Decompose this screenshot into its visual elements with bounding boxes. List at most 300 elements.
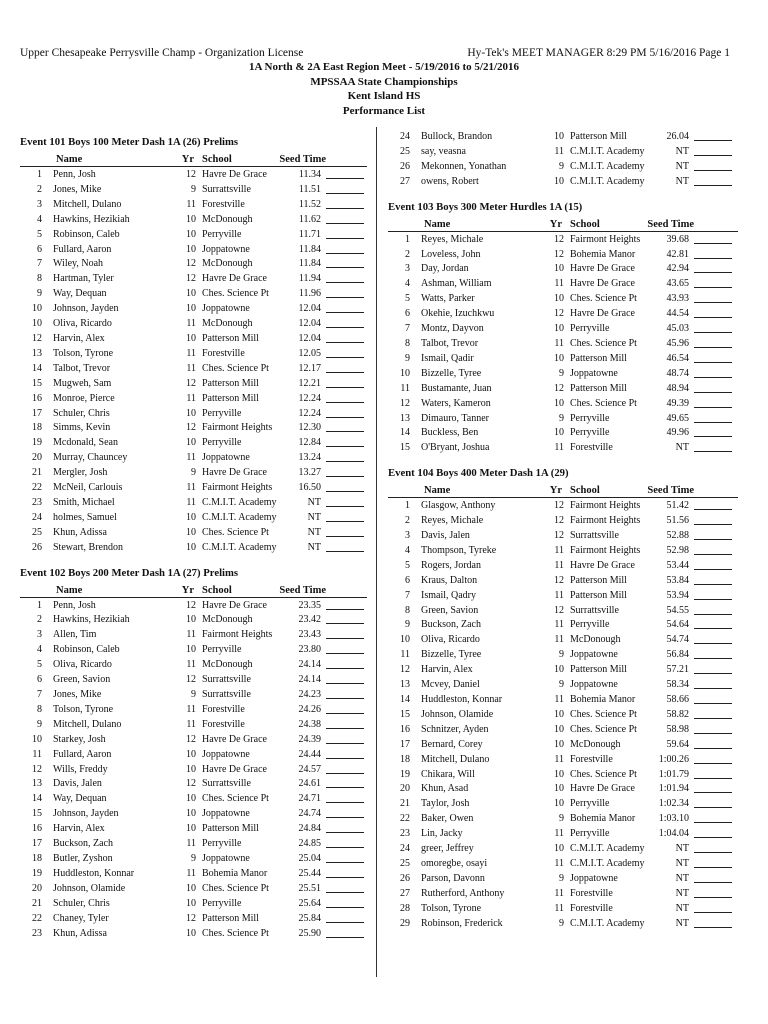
header-school: School (570, 485, 600, 497)
entry-row (20, 926, 367, 941)
entry-seed-time: 48.94 (666, 382, 689, 394)
event-block (388, 197, 738, 456)
entry-seed-time: 24.74 (298, 808, 321, 820)
event-block (20, 132, 367, 555)
entry-name: greer, Jeffrey (421, 843, 474, 855)
entry-seed-time: NT (307, 496, 321, 508)
entry-row (388, 232, 738, 247)
entry-seed-time: 12.05 (298, 347, 321, 359)
result-blank-line (326, 787, 364, 788)
entry-seed-time: NT (307, 541, 321, 553)
entry-row (388, 247, 738, 262)
entry-name: Monroe, Pierce (53, 392, 115, 404)
entry-year: 10 (554, 427, 564, 439)
entry-name: Bustamante, Juan (421, 382, 492, 394)
entry-place: 24 (400, 843, 410, 855)
result-blank-line (326, 208, 364, 209)
entry-name: Murray, Chauncey (53, 452, 128, 464)
entry-year: 10 (186, 927, 196, 939)
entry-school: Fairmont Heights (202, 629, 273, 641)
entry-name: Johnson, Olamide (421, 708, 494, 720)
entry-place: 12 (400, 664, 410, 676)
entry-row (388, 396, 738, 411)
entry-seed-time: 24.85 (298, 838, 321, 850)
report-header (20, 47, 730, 59)
entry-name: Mitchell, Dulano (421, 753, 490, 765)
entry-school: Perryville (202, 407, 242, 419)
entry-school: Fairmont Heights (570, 544, 641, 556)
result-blank-line (694, 422, 732, 423)
entry-seed-time: 24.44 (298, 748, 321, 760)
entry-school: Ches. Science Pt (202, 526, 269, 538)
entry-name: Ismail, Qadry (421, 589, 476, 601)
entry-year: 12 (554, 308, 564, 320)
entry-place: 20 (400, 783, 410, 795)
entry-seed-time: 53.44 (666, 559, 689, 571)
entry-year: 10 (186, 748, 196, 760)
entry-school: Joppatowne (202, 303, 250, 315)
entry-place: 26 (32, 541, 42, 553)
result-blank-line (694, 733, 732, 734)
entry-year: 12 (186, 912, 196, 924)
header-seed-time: Seed Time (279, 154, 326, 165)
entry-year: 10 (186, 793, 196, 805)
entry-school: Fairmont Heights (202, 422, 273, 434)
entry-seed-time: 12.30 (298, 422, 321, 434)
entry-seed-time: 12.04 (298, 303, 321, 315)
entry-place: 9 (37, 718, 42, 730)
entry-name: Wiley, Noah (53, 258, 104, 270)
entry-year: 11 (554, 753, 564, 765)
entry-name: Schnitzer, Ayden (421, 723, 489, 735)
result-blank-line (326, 609, 364, 610)
result-blank-line (326, 282, 364, 283)
entry-name: Penn, Josh (53, 599, 96, 611)
result-blank-line (694, 392, 732, 393)
entry-place: 2 (405, 515, 410, 527)
entry-place: 17 (32, 838, 42, 850)
entry-seed-time: 25.90 (298, 927, 321, 939)
entry-place: 12 (32, 763, 42, 775)
entry-row (388, 276, 738, 291)
entry-school: C.M.I.T. Academy (202, 511, 277, 523)
entry-school: Patterson Mill (570, 664, 627, 676)
entry-row (20, 465, 367, 480)
championship-title: MPSSAA State Championships (310, 75, 458, 88)
result-blank-line (694, 362, 732, 363)
entry-school: Patterson Mill (570, 352, 627, 364)
column-header-row (20, 152, 367, 167)
entry-year: 11 (554, 902, 564, 914)
entry-year: 12 (186, 422, 196, 434)
entry-row (20, 271, 367, 286)
entry-school: C.M.I.T. Academy (202, 496, 277, 508)
result-blank-line (694, 807, 732, 808)
result-blank-line (694, 509, 732, 510)
entry-seed-time: 51.56 (666, 515, 689, 527)
entry-year: 10 (186, 288, 196, 300)
entry-year: 11 (186, 867, 196, 879)
entry-seed-time: 53.84 (666, 574, 689, 586)
entry-place: 28 (400, 902, 410, 914)
entry-seed-time: 44.54 (666, 308, 689, 320)
result-blank-line (326, 892, 364, 893)
entry-school: Ches. Science Pt (202, 288, 269, 300)
entry-school: Perryville (202, 437, 242, 449)
result-blank-line (694, 140, 732, 141)
entry-seed-time: NT (675, 872, 689, 884)
entry-place: 1 (37, 599, 42, 611)
entry-year: 11 (186, 703, 196, 715)
result-blank-line (694, 317, 732, 318)
entry-place: 6 (37, 674, 42, 686)
entry-school: Ches. Science Pt (570, 397, 637, 409)
column-header-row (388, 483, 738, 498)
entry-row (20, 510, 367, 525)
entry-seed-time: 24.39 (298, 733, 321, 745)
entry-row (20, 836, 367, 851)
entry-name: Rutherford, Anthony (421, 887, 505, 899)
result-blank-line (694, 822, 732, 823)
entry-name: Jones, Mike (53, 183, 102, 195)
entry-seed-time: 39.68 (666, 233, 689, 245)
entry-name: Fullard, Aaron (53, 748, 112, 760)
entry-name: Mitchell, Dulano (53, 198, 122, 210)
entry-school: Patterson Mill (202, 332, 259, 344)
entry-name: Simms, Kevin (53, 422, 111, 434)
entry-seed-time: 46.54 (666, 352, 689, 364)
entry-year: 10 (186, 213, 196, 225)
entry-school: Havre De Grace (570, 278, 635, 290)
result-blank-line (694, 882, 732, 883)
entry-place: 8 (37, 703, 42, 715)
result-blank-line (694, 703, 732, 704)
entry-year: 10 (554, 843, 564, 855)
entry-school: Havre De Grace (202, 467, 267, 479)
entry-place: 21 (400, 798, 410, 810)
entry-place: 24 (400, 131, 410, 142)
entry-school: McDonough (202, 258, 253, 270)
entry-year: 9 (559, 917, 564, 929)
entry-seed-time: 24.14 (298, 674, 321, 686)
entry-year: 9 (191, 467, 196, 479)
entry-row (388, 811, 738, 826)
entry-row (388, 752, 738, 767)
entry-seed-time: 25.44 (298, 867, 321, 879)
event-title: Event 102 Boys 200 Meter Dash 1A (27) Prelims (20, 566, 239, 579)
entry-place: 16 (400, 723, 410, 735)
result-blank-line (694, 643, 732, 644)
entry-year: 9 (559, 367, 564, 379)
entry-year: 10 (554, 352, 564, 364)
entry-school: Joppatowne (570, 679, 618, 691)
entry-school: Havre De Grace (202, 599, 267, 611)
result-blank-line (326, 713, 364, 714)
entry-school: Havre De Grace (202, 169, 267, 180)
entry-year: 12 (554, 530, 564, 542)
result-blank-line (694, 867, 732, 868)
entry-place: 24 (32, 511, 42, 523)
entry-row (388, 722, 738, 737)
entry-school: McDonough (570, 738, 621, 750)
entry-row (20, 495, 367, 510)
entry-name: Harvin, Alex (421, 664, 473, 676)
entry-row (20, 182, 367, 197)
entry-school: Bohemia Manor (570, 248, 636, 260)
entry-row (20, 331, 367, 346)
entry-place: 14 (400, 694, 410, 705)
entry-name: omoregbe, osayi (421, 857, 488, 869)
entry-seed-time: 49.65 (666, 412, 689, 424)
entry-year: 11 (554, 145, 564, 157)
entry-place: 25 (400, 857, 410, 869)
entry-school: Perryville (202, 838, 242, 850)
entry-school: Bohemia Manor (570, 813, 636, 825)
result-blank-line (694, 614, 732, 615)
entry-place: 27 (400, 175, 410, 187)
entry-row (388, 543, 738, 558)
entry-school: Forestville (202, 347, 245, 359)
entry-place: 5 (37, 659, 42, 671)
entry-name: Kraus, Dalton (421, 574, 478, 586)
event-title: Event 103 Boys 300 Meter Hurdles 1A (15) (388, 200, 583, 213)
entry-seed-time: NT (675, 887, 689, 899)
entry-seed-time: NT (307, 526, 321, 538)
entry-place: 8 (37, 273, 42, 285)
entry-seed-time: 24.14 (298, 659, 321, 671)
entry-seed-time: 11.52 (298, 198, 321, 210)
entry-school: Ches. Science Pt (202, 362, 269, 374)
entry-seed-time: 11.94 (298, 273, 321, 285)
entry-place: 16 (32, 823, 42, 835)
result-blank-line (326, 683, 364, 684)
result-blank-line (694, 155, 732, 156)
result-blank-line (694, 302, 732, 303)
entry-name: Baker, Owen (421, 813, 474, 825)
column-divider (376, 127, 377, 977)
result-blank-line (326, 253, 364, 254)
entry-row (388, 528, 738, 543)
header-yr: Yr (181, 584, 194, 596)
entry-school: McDonough (202, 614, 253, 626)
entry-seed-time: 58.82 (666, 708, 689, 720)
result-blank-line (694, 792, 732, 793)
entry-row (20, 435, 367, 450)
entry-place: 2 (37, 614, 42, 626)
result-blank-line (326, 238, 364, 239)
header-name: Name (56, 584, 83, 596)
entry-seed-time: 25.64 (298, 897, 321, 909)
entry-place: 6 (37, 243, 42, 255)
entry-seed-time: 11.51 (298, 183, 321, 195)
result-blank-line (694, 554, 732, 555)
entry-place: 7 (37, 689, 42, 700)
entry-seed-time: 12.24 (298, 392, 321, 404)
entry-place: 8 (405, 604, 410, 616)
entry-year: 9 (559, 160, 564, 172)
entry-year: 12 (554, 515, 564, 527)
entry-seed-time: NT (675, 857, 689, 869)
result-blank-line (326, 743, 364, 744)
entry-year: 10 (554, 798, 564, 810)
entry-name: Buckson, Zach (53, 838, 113, 850)
result-blank-line (326, 653, 364, 654)
result-blank-line (326, 491, 364, 492)
entry-name: Okehie, Izuchkwu (421, 308, 495, 320)
entry-year: 10 (186, 228, 196, 240)
entry-school: Fairmont Heights (570, 233, 641, 245)
entry-row (388, 174, 738, 189)
entry-year: 10 (554, 768, 564, 780)
entry-name: Harvin, Alex (53, 332, 105, 344)
entry-row (20, 821, 367, 836)
entry-year: 11 (186, 659, 196, 671)
result-blank-line (326, 728, 364, 729)
entry-school: Ches. Science Pt (570, 293, 637, 305)
entry-seed-time: 58.98 (666, 723, 689, 735)
result-blank-line (326, 638, 364, 639)
result-blank-line (326, 668, 364, 669)
entry-name: Ashman, William (421, 278, 492, 290)
entry-year: 10 (186, 526, 196, 538)
entry-name: Rogers, Jordan (421, 559, 481, 571)
result-blank-line (326, 536, 364, 537)
entry-row (388, 558, 738, 573)
entry-row (20, 420, 367, 435)
entry-place: 4 (37, 644, 42, 656)
result-blank-line (326, 312, 364, 313)
entry-name: O'Bryant, Joshua (421, 442, 490, 454)
entry-seed-time: 57.21 (666, 664, 689, 676)
entry-seed-time: 52.88 (666, 530, 689, 542)
result-blank-line (326, 297, 364, 298)
entry-row (388, 588, 738, 603)
entry-school: Perryville (570, 323, 610, 335)
entry-row (20, 391, 367, 406)
entry-place: 19 (32, 867, 42, 879)
entry-seed-time: 45.96 (666, 337, 689, 349)
entry-name: Hawkins, Hezikiah (53, 213, 130, 225)
result-blank-line (326, 267, 364, 268)
entry-row (388, 901, 738, 916)
entry-school: Ches. Science Pt (202, 793, 269, 805)
entry-name: Bizzelle, Tyree (421, 649, 482, 661)
entry-row (20, 672, 367, 687)
entry-name: Stewart, Brendon (53, 541, 123, 553)
entry-school: C.M.I.T. Academy (570, 160, 645, 172)
entry-name: Khun, Adissa (53, 526, 107, 538)
entry-seed-time: 49.39 (666, 397, 689, 409)
entry-place: 9 (37, 288, 42, 300)
entry-row (388, 498, 738, 513)
entry-seed-time: 11.34 (298, 169, 321, 180)
result-blank-line (694, 569, 732, 570)
entry-seed-time: 54.74 (666, 634, 689, 646)
meet-manager-stamp: Hy-Tek's MEET MANAGER 8:29 PM 5/16/2016 Page 1 (467, 47, 730, 59)
entry-seed-time: 13.27 (298, 467, 321, 479)
entry-name: Mitchell, Dulano (53, 718, 122, 730)
entry-row (388, 647, 738, 662)
entry-year: 12 (186, 169, 196, 180)
entry-school: Patterson Mill (570, 382, 627, 394)
result-blank-line (326, 417, 364, 418)
entry-year: 10 (186, 808, 196, 820)
entry-place: 1 (405, 500, 410, 512)
entry-year: 9 (191, 183, 196, 195)
entry-school: Patterson Mill (202, 912, 259, 924)
result-blank-line (326, 802, 364, 803)
entry-seed-time: 1:03.10 (658, 813, 689, 825)
entry-row (388, 336, 738, 351)
entry-row (20, 747, 367, 762)
entry-school: Perryville (202, 228, 242, 240)
column-header-row (20, 583, 367, 598)
entry-school: Patterson Mill (202, 392, 259, 404)
entry-row (20, 376, 367, 391)
entry-row (388, 692, 738, 707)
entry-place: 13 (400, 412, 410, 424)
entry-row (20, 450, 367, 465)
entry-name: Way, Dequan (53, 793, 107, 805)
entry-row (20, 627, 367, 642)
entry-year: 11 (186, 629, 196, 641)
entry-school: Havre De Grace (570, 263, 635, 275)
entry-name: Chaney, Tyler (53, 912, 109, 924)
result-blank-line (326, 922, 364, 923)
entry-school: Forestville (202, 703, 245, 715)
entry-seed-time: 58.66 (666, 694, 689, 705)
entry-name: Davis, Jalen (421, 530, 470, 542)
entry-row (388, 632, 738, 647)
result-blank-line (694, 897, 732, 898)
entry-place: 11 (32, 748, 42, 760)
venue-title: Kent Island HS (347, 90, 421, 103)
entry-seed-time: 24.71 (298, 793, 321, 805)
entry-year: 10 (554, 131, 564, 142)
entry-year: 10 (186, 332, 196, 344)
entry-name: Khun, Adissa (53, 927, 107, 939)
entry-school: McDonough (202, 318, 253, 330)
entry-school: Surrattsville (202, 778, 251, 790)
entry-school: Ches. Science Pt (570, 337, 637, 349)
header-yr: Yr (181, 154, 194, 165)
result-blank-line (326, 698, 364, 699)
entry-row (20, 657, 367, 672)
entry-year: 12 (554, 233, 564, 245)
entry-year: 10 (554, 664, 564, 676)
entry-seed-time: 56.84 (666, 649, 689, 661)
entry-place: 18 (400, 753, 410, 765)
event-block (20, 563, 367, 941)
entry-row (388, 144, 738, 159)
result-blank-line (326, 446, 364, 447)
entry-seed-time: 24.61 (298, 778, 321, 790)
entry-year: 11 (186, 718, 196, 730)
entry-seed-time: 12.04 (298, 332, 321, 344)
entry-place: 7 (405, 323, 410, 335)
entry-seed-time: 11.62 (298, 213, 321, 225)
entry-place: 10 (32, 733, 42, 745)
entry-row (388, 306, 738, 321)
entry-row (20, 346, 367, 361)
entry-name: Chikara, Will (421, 768, 475, 780)
entry-row (20, 525, 367, 540)
result-blank-line (694, 539, 732, 540)
entry-school: Joppatowne (570, 872, 618, 884)
result-blank-line (326, 817, 364, 818)
organization-license: Upper Chesapeake Perrysville Champ - Organization License (20, 47, 304, 59)
entry-year: 10 (186, 437, 196, 449)
